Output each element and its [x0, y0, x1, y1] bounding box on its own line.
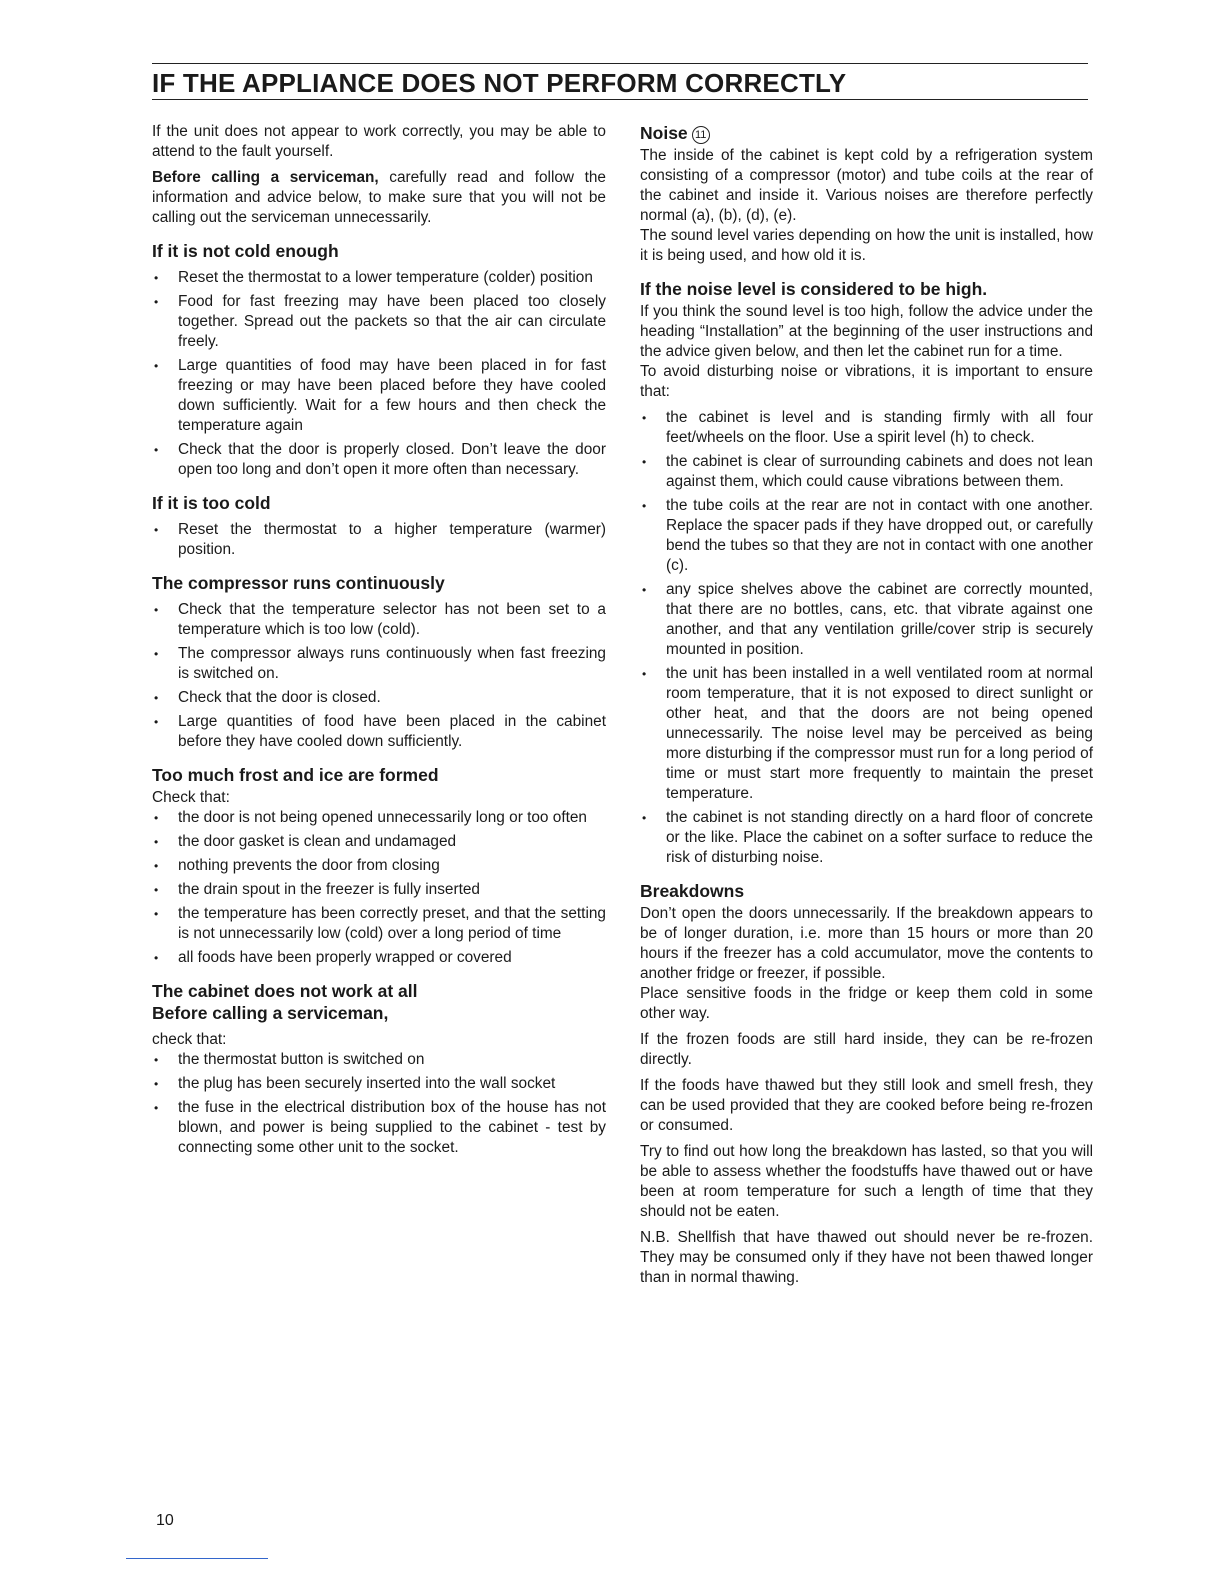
paragraph: Try to find out how long the breakdown has lasted, so that you will be able to assess whether the foodstuffs have thawed out or have been at room temperature for such a length of time that they should not be eaten.: [640, 1143, 1093, 1220]
page-number: 10: [156, 1512, 174, 1529]
figure-reference-badge: 11: [692, 126, 710, 144]
bullet-list: [152, 1050, 606, 1158]
intro-advice: [152, 168, 606, 228]
list-item: • the drain spout in the freezer is fully inserted: [152, 880, 606, 900]
list-item: • Reset the thermostat to a lower temperature (colder) position: [152, 268, 606, 288]
section-not-cold: [152, 240, 606, 480]
list-item: • the temperature has been correctly preset, and that the setting is not unnecessarily low (cold) over a long period of time: [152, 904, 606, 944]
section-noise: [640, 122, 1093, 266]
list-item: • all foods have been properly wrapped or covered: [152, 948, 606, 968]
list-item: • any spice shelves above the cabinet are correctly mounted, that there are no bottles, cans, etc. that vibrate against one another, and that any ventilation grille/cover strip is securely mounted in position.: [640, 580, 1093, 660]
section-heading: [640, 122, 1093, 144]
section-heading: If the noise level is considered to be high.: [640, 279, 988, 299]
list-item: • Check that the door is properly closed. Don’t leave the door open too long and don’t open it more often than necessary.: [152, 440, 606, 480]
list-item: • the plug has been securely inserted into the wall socket: [152, 1074, 606, 1094]
footer-line: [126, 1558, 268, 1559]
list-item: • The compressor always runs continuously when fast freezing is switched on.: [152, 644, 606, 684]
right-column: [640, 122, 1093, 1300]
list-item: • the tube coils at the rear are not in contact with one another. Replace the spacer pads if they have dropped out, or carefully bend the tubes so that they are not in contact with one another (c).: [640, 496, 1093, 576]
list-item: • the thermostat button is switched on: [152, 1050, 606, 1070]
list-item: • the unit has been installed in a well ventilated room at normal room temperature, that it is not exposed to direct sunlight or other heat, and that the doors are not being opened unnecessarily. The noise level may be perceived as being more disturbing if the compressor must run for a long period of time or must start more frequently to maintain the preset temperature.: [640, 664, 1093, 804]
section-lead: Check that:: [152, 789, 230, 806]
intro-advice-text: carefully read and follow the information and advice below, to make sure that you will not be calling out the serviceman unnecessarily.: [152, 169, 606, 226]
section-frost: [152, 764, 606, 968]
list-item: • the door gasket is clean and undamaged: [152, 832, 606, 852]
list-item: • Large quantities of food may have been placed in for fast freezing or may have been placed before they have cooled down sufficiently. Wait for a few hours and then check the temperature again: [152, 356, 606, 436]
section-noise-high: [640, 278, 1093, 868]
title-top-rule: [152, 63, 1088, 64]
paragraph: The sound level varies depending on how the unit is installed, how it is being used, and how old it is.: [640, 227, 1093, 264]
section-heading-line1: The cabinet does not work at all: [152, 981, 418, 1001]
bullet-list: [640, 408, 1093, 868]
title-bottom-rule: [152, 99, 1088, 100]
list-item: • Food for fast freezing may have been placed too closely together. Spread out the packets so that the air can circulate freely.: [152, 292, 606, 352]
section-heading: [152, 980, 606, 1024]
paragraph: The inside of the cabinet is kept cold by a refrigeration system consisting of a compressor (motor) and tube coils at the rear of the cabinet and inside it. Various noises are therefore perfectly normal (a), (b), (d), (e).: [640, 147, 1093, 224]
bullet-list: [152, 808, 606, 968]
section-heading: If it is not cold enough: [152, 241, 339, 261]
section-heading: If it is too cold: [152, 493, 271, 513]
paragraph: N.B. Shellfish that have thawed out should never be re-frozen. They may be consumed only if they have not been thawed longer than in normal thawing.: [640, 1229, 1093, 1286]
section-heading-line2: Before calling a serviceman,: [152, 1003, 389, 1023]
paragraph: Place sensitive foods in the fridge or keep them cold in some other way.: [640, 985, 1093, 1022]
list-item: • the cabinet is not standing directly on a hard floor of concrete or the like. Place the cabinet on a softer surface to reduce the risk of disturbing noise.: [640, 808, 1093, 868]
list-item: • Reset the thermostat to a higher temperature (warmer) position.: [152, 520, 606, 560]
list-item: • Check that the door is closed.: [152, 688, 606, 708]
section-not-work: [152, 980, 606, 1158]
section-breakdowns: [640, 880, 1093, 1288]
section-compressor: [152, 572, 606, 752]
paragraph: To avoid disturbing noise or vibrations, it is important to ensure that:: [640, 363, 1093, 400]
list-item: • Check that the temperature selector has not been set to a temperature which is too low (cold).: [152, 600, 606, 640]
intro-paragraph: If the unit does not appear to work correctly, you may be able to attend to the fault yourself.: [152, 123, 606, 160]
paragraph: If you think the sound level is too high, follow the advice under the heading “Installation” at the beginning of the user instructions and the advice given below, and then let the cabinet run for a time.: [640, 303, 1093, 360]
section-lead: check that:: [152, 1031, 227, 1048]
section-heading: Breakdowns: [640, 881, 745, 901]
bullet-list: [152, 268, 606, 480]
intro-advice-bold: Before calling a serviceman,: [152, 169, 379, 186]
paragraph: Don’t open the doors unnecessarily. If the breakdown appears to be of longer duration, i.e. more than 15 hours or more than 20 hours if the freezer has a cold accumulator, move the contents to another fridge or freezer, if possible.: [640, 905, 1093, 982]
left-column: [152, 122, 606, 1170]
bullet-list: [152, 600, 606, 752]
section-heading: Too much frost and ice are formed: [152, 765, 439, 785]
section-heading: The compressor runs continuously: [152, 573, 445, 593]
list-item: • the door is not being opened unnecessarily long or too often: [152, 808, 606, 828]
list-item: • the cabinet is level and is standing firmly with all four feet/wheels on the floor. Use a spirit level (h) to check.: [640, 408, 1093, 448]
section-too-cold: [152, 492, 606, 560]
list-item: • Large quantities of food have been placed in the cabinet before they have cooled down sufficiently.: [152, 712, 606, 752]
page-title: IF THE APPLIANCE DOES NOT PERFORM CORRECTLY: [152, 68, 847, 98]
list-item: • the fuse in the electrical distribution box of the house has not blown, and power is being supplied to the cabinet - test by connecting some other unit to the socket.: [152, 1098, 606, 1158]
paragraph: If the frozen foods are still hard inside, they can be re-frozen directly.: [640, 1031, 1093, 1068]
list-item: • the cabinet is clear of surrounding cabinets and does not lean against them, which could cause vibrations between them.: [640, 452, 1093, 492]
list-item: • nothing prevents the door from closing: [152, 856, 606, 876]
noise-heading-text: Noise: [640, 123, 688, 143]
bullet-list: [152, 520, 606, 560]
paragraph: If the foods have thawed but they still look and smell fresh, they can be used provided that they are cooked before being re-frozen or consumed.: [640, 1077, 1093, 1134]
